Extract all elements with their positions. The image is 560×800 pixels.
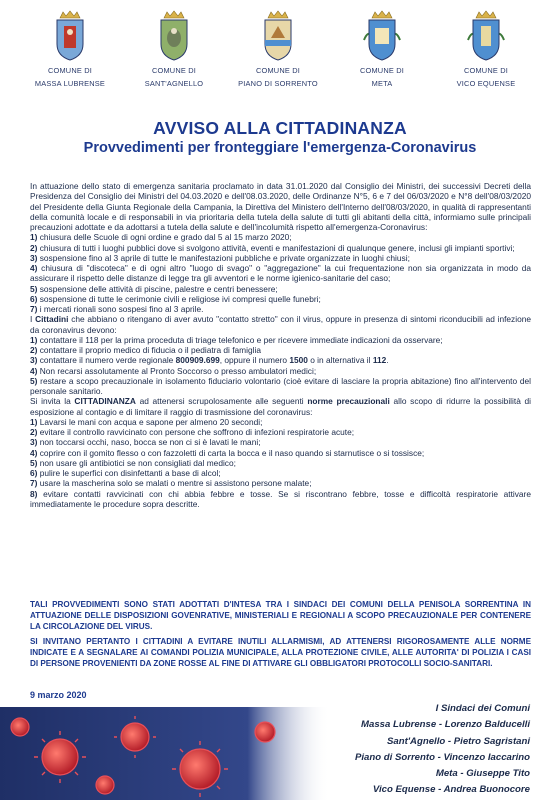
list-item: 4) coprire con il gomito flesso o con fazzoletti di carta la bocca e il naso quando si starnutisce o si tossisce; <box>30 447 425 458</box>
rules-intro: Si invita la CITTADINANZA ad attenersi scrupolosamente alle seguenti norme precauzionali allo scopo di ridurre la possibilità di esposizione al contagio e di limitare il raggio di trasmissione del coronavirus: <box>30 396 532 417</box>
signatures-block <box>300 701 530 799</box>
crest-label-line2: META <box>371 79 393 88</box>
crest-massa-lubrense-icon <box>53 10 87 62</box>
list-item: 6) sospensione di tutte le cerimonie civili e religiose ivi compresi quelle funebri; <box>30 293 321 304</box>
crest-santagnello <box>124 10 224 88</box>
signer-line: Sant'Agnello - Pietro Sagristani <box>386 735 530 747</box>
date-label: 9 marzo 2020 <box>30 690 87 700</box>
list-item: 2) evitare il controllo ravvicinato con persone che soffrono di infezioni respiratorie acute; <box>30 427 355 437</box>
crest-label-line1: COMUNE DI <box>151 66 197 75</box>
list-item: 8) evitare contatti ravvicinati con chi abbia febbre e tosse. Se si riscontrano febbre, tosse e difficoltà respiratorie attivare immediatamente le procedure sopra descritte. <box>30 488 531 509</box>
list-item: 6) pulire le superfici con disinfettanti a base di alcol; <box>30 468 221 478</box>
crest-label-line1: COMUNE DI <box>463 66 509 75</box>
notice-paragraph-2: SI INVITANO PERTANTO I CITTADINI A EVITARE INUTILI ALLARMISMI, AD ATTENERSI RIGOROSAMENTE ALLE NORME INDICATE E A SEGNALARE AI COMANDI POLIZIA MUNICIPALE, ALLA PROTEZIONE CIVILE, ALLE AUTORITA' DI POLIZIA I CASI DI PERSONE PROVENIENTI DA ZONE ROSSE AL FINE DI ATTIVARE GLI OBBLIGATORI PROTOCOLLI SOCIO-SANITARI. <box>30 637 531 668</box>
notice-block <box>30 600 531 675</box>
notice-body <box>30 181 531 509</box>
list-item: 1) Lavarsi le mani con acqua e sapone per almeno 20 secondi; <box>30 416 263 427</box>
signer-line: Massa Lubrense - Lorenzo Balducelli <box>361 719 530 731</box>
coronavirus-image <box>0 707 330 800</box>
list-item: 5) non usare gli antibiotici se non consigliati dal medico; <box>30 457 236 468</box>
signer-line: Piano di Sorrento - Vincenzo Iaccarino <box>354 751 530 763</box>
crest-label-line1: COMUNE DI <box>255 66 301 75</box>
list-item: 2) chiusura di tutti i luoghi pubblici dove si svolgono attività, eventi e manifestazioni di qualunque genere, inclusi gli impianti sportivi; <box>30 242 515 253</box>
list-item: 4) Non recarsi assolutamente al Pronto Soccorso o presso ambulatori medici; <box>30 365 317 376</box>
crest-meta <box>332 10 432 88</box>
list-item: 5) restare a scopo precauzionale in isolamento fiduciario volontario (cioè evitare di lasciare la propria abitazione) fino all'intervento del personale sanitario. <box>30 375 531 396</box>
crests-row <box>20 10 540 110</box>
intro-paragraph: In attuazione dello stato di emergenza sanitaria proclamato in data 31.01.2020 dal Consiglio dei Ministri, dei successivi Decreti della Presidenza del Consiglio dei Ministri del 04.03.2020 e dell'08.03.2020, delle Ordinanze N°5, 6 e 7 del 06/03/2020 e N°8 dell'08/03/2020 del Presidente della Giunta Regionale della Campania, la Direttiva del Ministero dell'Interno dell'08/03/2020, in qualità di rappresentanti della comunità locale e di responsabili in via prioritaria della tutela della salute di tutti gli abitanti della città, informiamo sulle principali precauzioni adottate e da adottarsi a tutela della salute e dell'incolumità rispetto all'emergenza-Coronavirus: <box>30 181 531 232</box>
crest-vico-equense <box>436 10 536 88</box>
crest-label-line2: MASSA LUBRENSE <box>34 79 106 88</box>
list-item: 3) sospensione fino al 3 aprile di tutte le manifestazioni pubbliche e private organizzate in luoghi chiusi; <box>30 252 410 263</box>
page-subtitle: Provvedimenti per fronteggiare l'emergenza-Coronavirus <box>83 140 477 156</box>
signer-heading: I Sindaci dei Comuni <box>435 703 530 714</box>
crest-piano-di-sorrento <box>228 10 328 88</box>
list-item: 1) chiusura delle Scuole di ogni ordine e grado dal 5 al 15 marzo 2020; <box>30 232 292 243</box>
contacts-list <box>30 335 531 397</box>
list-item: 4) chiusura di "discoteca" e di ogni altro "luogo di svago" o "aggregazione" la cui frequentazione non sia organizzata in modo da assicurare il rispetto delle distanze di legge tra gli avventori e le norme igienico-sanitarie del caso; <box>30 263 531 284</box>
list-item: 7) usare la mascherina solo se malati o mentre si assistono persone malate; <box>30 478 312 489</box>
crest-santagnello-icon <box>157 10 191 62</box>
crest-label-line1: COMUNE DI <box>47 66 93 75</box>
list-item: 3) non toccarsi occhi, naso, bocca se non ci si è lavati le mani; <box>30 437 261 448</box>
rules-list <box>30 417 531 509</box>
list-item: 7) i mercati rionali sono sospesi fino al 3 aprile. <box>30 304 204 314</box>
signer-line: Vico Equense - Andrea Buonocore <box>372 784 530 796</box>
crest-label-line2: SANT'AGNELLO <box>144 79 204 88</box>
list-item: 2) contattare il proprio medico di fiducia o il pediatra di famiglia <box>30 345 261 355</box>
list-item: 1) contattare il 118 per la prima proceduta di triage telefonico e per ricevere immediate indicazioni da osservare; <box>30 334 443 345</box>
list-item: 5) sospensione delle attività di piscine, palestre e centri benessere; <box>30 283 278 294</box>
crest-meta-icon <box>362 10 402 62</box>
contact-intro: I Cittadini che abbiano o ritengano di aver avuto "contatto stretto" con il virus, oppure in presenza di sintomi riconducibili ad infezione da coronavirus devono: <box>30 314 532 335</box>
measures-list <box>30 232 531 314</box>
notice-paragraph-1: TALI PROVVEDIMENTI SONO STATI ADOTTATI D'INTESA TRA I SINDACI DEI COMUNI DELLA PENISOLA SORRENTINA IN ATTUAZIONE DELLE DISPOSIZIONI GOVENRATIVE, MINISTERIALI E REGIONALI A SCOPO PRECAUZIONALE PER CONTENERE LA CIRCOLAZIONE DEL VIRUS. <box>30 600 531 631</box>
crest-piano-di-sorrento-icon <box>261 10 295 62</box>
list-item: 3) contattare il numero verde regionale 800909.699, oppure il numero 1500 o in alternativa il 112. <box>30 355 389 366</box>
page-title: AVVISO ALLA CITTADINANZA <box>153 118 407 138</box>
signer-line: Meta - Giuseppe Tito <box>435 768 530 780</box>
coronavirus-image-icon <box>0 707 330 800</box>
crest-label-line2: VICO EQUENSE <box>456 79 516 88</box>
crest-label-line2: PIANO DI SORRENTO <box>238 79 318 88</box>
crest-massa-lubrense <box>20 10 120 88</box>
crest-vico-equense-icon <box>466 10 506 62</box>
crest-label-line1: COMUNE DI <box>359 66 405 75</box>
